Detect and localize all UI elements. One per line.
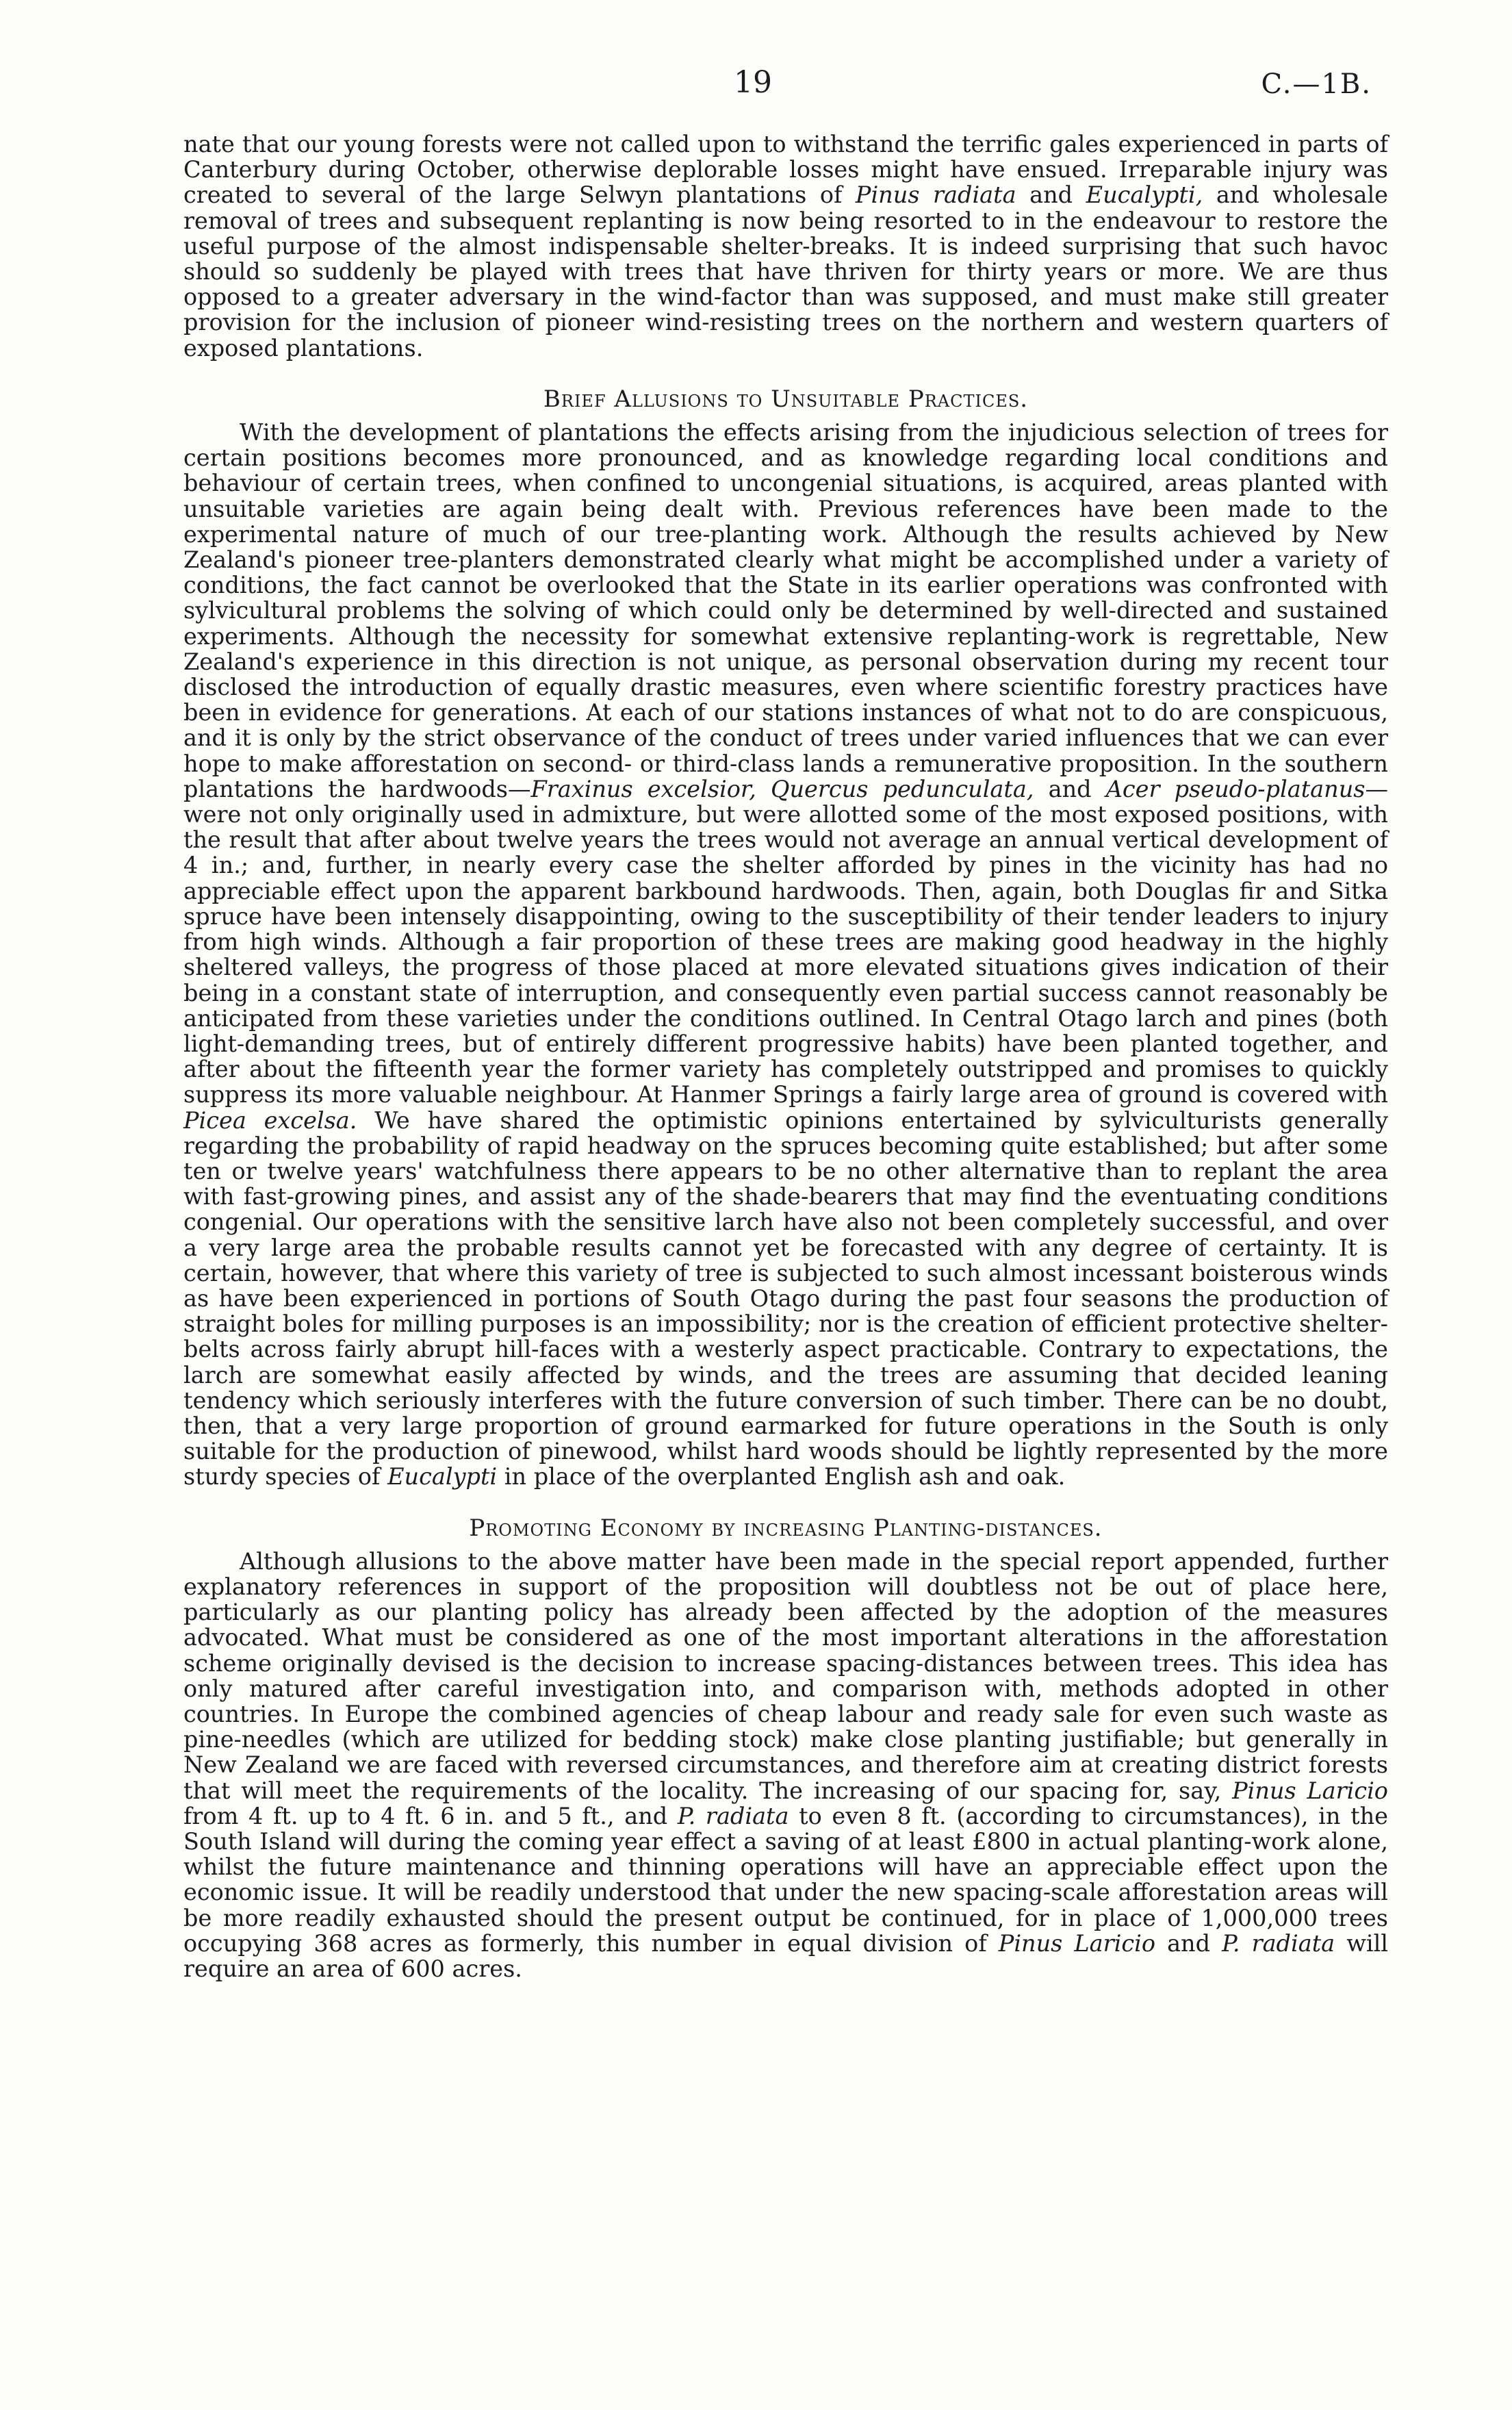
paragraph-text: nate that our young forests were not called upon to withstand the terrific gales experienced in parts of Canterbury during October, otherwise deplorable losses might have ensued. Irreparable injury was created to several of the large Selwyn plantations of bbox=[183, 131, 1388, 209]
paragraph-text: to even 8 ft. (according to circumstances), in the South Island will during the coming year effect a saving of at least £800 in actual planting-work alone, whilst the future maintenance and thinning operations will have an appreciable effect upon the economic issue. It will be readily understood that under the new spacing-scale afforestation areas will be more readily exhausted should the present output be continued, for in place of 1,000,000 trees occupying 368 acres as formerly, this number in equal division of bbox=[183, 1802, 1388, 1957]
species-name: Eucalypti bbox=[387, 1463, 498, 1491]
paragraph-text: Although allusions to the above matter have been made in the special report appended, further explanatory references in support of the proposition will doubtless not be out of place here, particularly as our planting policy has already been affected by the adoption of the measures advocated. What must be considered as one of the most important alterations in the afforestation scheme originally devised is the decision to increase spacing-distances between trees. This idea has only matured after careful investigation into, and comparison with, methods adopted in other countries. In Europe the combined agencies of cheap labour and ready sale for even such waste as pine-needles (which are utilized for bedding stock) make close planting justifiable; but generally in New Zealand we are faced with reversed circumstances, and therefore aim at creating district forests that will meet the requirements of the locality. The increasing of our spacing for, say, bbox=[183, 1547, 1388, 1804]
species-name: Acer pseudo-platanus bbox=[1105, 775, 1366, 802]
section-heading-planting-distances: Promoting Economy by increasing Planting-distances. bbox=[469, 1514, 1103, 1542]
species-name: Eucalypti, bbox=[1086, 181, 1203, 209]
paragraph-text: will require an area of 600 acres. bbox=[183, 1929, 1389, 1983]
paragraph-text: and wholesale removal of trees and subsequent replanting is now being resorted to in the endeavour to restore the useful purpose of the almost indispensable shelter-breaks. It is indeed surprising that such havoc should so suddenly be played with trees that have thriven for thirty years or more. We are thus opposed to a greater adversary in the wind-factor than was supposed, and must make still greater provision for the inclusion of pioneer wind-resisting trees on the northern and western quarters of exposed plantations. bbox=[183, 181, 1388, 362]
species-name: Pinus Laricio bbox=[1232, 1777, 1388, 1804]
section-heading-unsuitable-practices: Brief Allusions to Unsuitable Practices. bbox=[543, 385, 1029, 413]
paragraph-text: in place of the overplanted English ash and oak. bbox=[497, 1463, 1066, 1491]
paragraph-unsuitable-practices bbox=[183, 420, 1388, 1490]
page-number: 19 bbox=[734, 65, 772, 100]
species-name: Fraxinus excelsior, Quercus pedunculata, bbox=[530, 775, 1034, 802]
paragraph-continuation bbox=[183, 131, 1388, 361]
paragraph-text: With the development of plantations the effects arising from the injudicious selection of trees for certain positions becomes more pronounced, and as knowledge regarding local conditions and behaviour of certain trees, when confined to uncongenial situations, is acquired, areas planted with unsuitable varieties are again being dealt with. Previous references have been made to the experimental nature of much of our tree-planting work. Although the results achieved by New Zealand's pioneer tree-planters demonstrated clearly what might be accomplished under a variety of conditions, the fact cannot be overlooked that the State in its earlier operations was confronted with sylvicultural problems the solving of which could only be determined by well-directed and sustained experiments. Although the necessity for somewhat extensive replanting-work is regrettable, New Zealand's experience in this direction is not unique, as personal observation during my recent tour disclosed the introduction of equally drastic measures, even where scientific forestry practices have been in evidence for generations. At each of our stations instances of what not to do are conspicuous, and it is only by the strict observance of the conduct of trees under varied influences that we can ever hope to make afforestation on second- or third-class lands a remunerative proposition. In the southern plantations the hardwoods— bbox=[183, 419, 1388, 802]
paragraph-planting-distances bbox=[183, 1549, 1388, 1981]
species-name: Picea excelsa. bbox=[183, 1106, 357, 1134]
paragraph-text: from 4 ft. up to 4 ft. 6 in. and 5 ft., and bbox=[183, 1802, 678, 1829]
species-name: Pinus radiata bbox=[855, 181, 1016, 209]
paragraph-text: —were not only originally used in admixture, but were allotted some of the most exposed positions, with the result that after about twelve years the trees would not average an annual vertical development of 4 in.; and, further, in nearly every case the shelter afforded by pines in the vicinity has had no appreciable effect upon the apparent barkbound hardwoods. Then, again, both Douglas fir and Sitka spruce have been intensely disappointing, owing to the susceptibility of their tender leaders to injury from high winds. Although a fair proportion of these trees are making good headway in the highly sheltered valleys, the progress of those placed at more elevated situations gives indication of their being in a constant state of interruption, and consequently even partial success cannot reasonably be anticipated from these varieties under the conditions outlined. In Central Otago larch and pines (both light-demanding trees, but of entirely different progressive habits) have been planted together, and after about the fifteenth year the former variety has completely outstripped and promises to quickly suppress its more valuable neighbour. At Hanmer Springs a fairly large area of ground is covered with bbox=[183, 775, 1388, 1108]
paragraph-text: and bbox=[1034, 775, 1106, 802]
document-reference: C.—1B. bbox=[1261, 68, 1372, 100]
document-body bbox=[183, 131, 1388, 1981]
paragraph-text: and bbox=[1016, 181, 1086, 209]
species-name: P. radiata bbox=[1222, 1929, 1335, 1957]
paragraph-text: and bbox=[1155, 1929, 1222, 1957]
species-name: P. radiata bbox=[677, 1802, 789, 1829]
paragraph-text: We have shared the optimistic opinions entertained by sylviculturists generally regarding the probability of rapid headway on the spruces becoming quite established; but after some ten or twelve years' watchfulness there appears to be no other alternative than to replant the area with fast-growing pines, and assist any of the shade-bearers that may find the eventuating conditions congenial. Our operations with the sensitive larch have also not been completely successful, and over a very large area the probable results cannot yet be forecasted with any degree of certainty. It is certain, however, that where this variety of tree is subjected to such almost incessant boisterous winds as have been experienced in portions of South Otago during the past four seasons the production of straight boles for milling purposes is an impossibility; nor is the creation of efficient protective shelter-belts across fairly abrupt hill-faces with a westerly aspect practicable. Contrary to expectations, the larch are somewhat easily affected by winds, and the trees are assuming that decided leaning tendency which seriously interferes with the future conversion of such timber. There can be no doubt, then, that a very large proportion of ground earmarked for future operations in the South is only suitable for the production of pinewood, whilst hard woods should be lightly represented by the more sturdy species of bbox=[183, 1106, 1388, 1491]
species-name: Pinus Laricio bbox=[998, 1929, 1156, 1957]
